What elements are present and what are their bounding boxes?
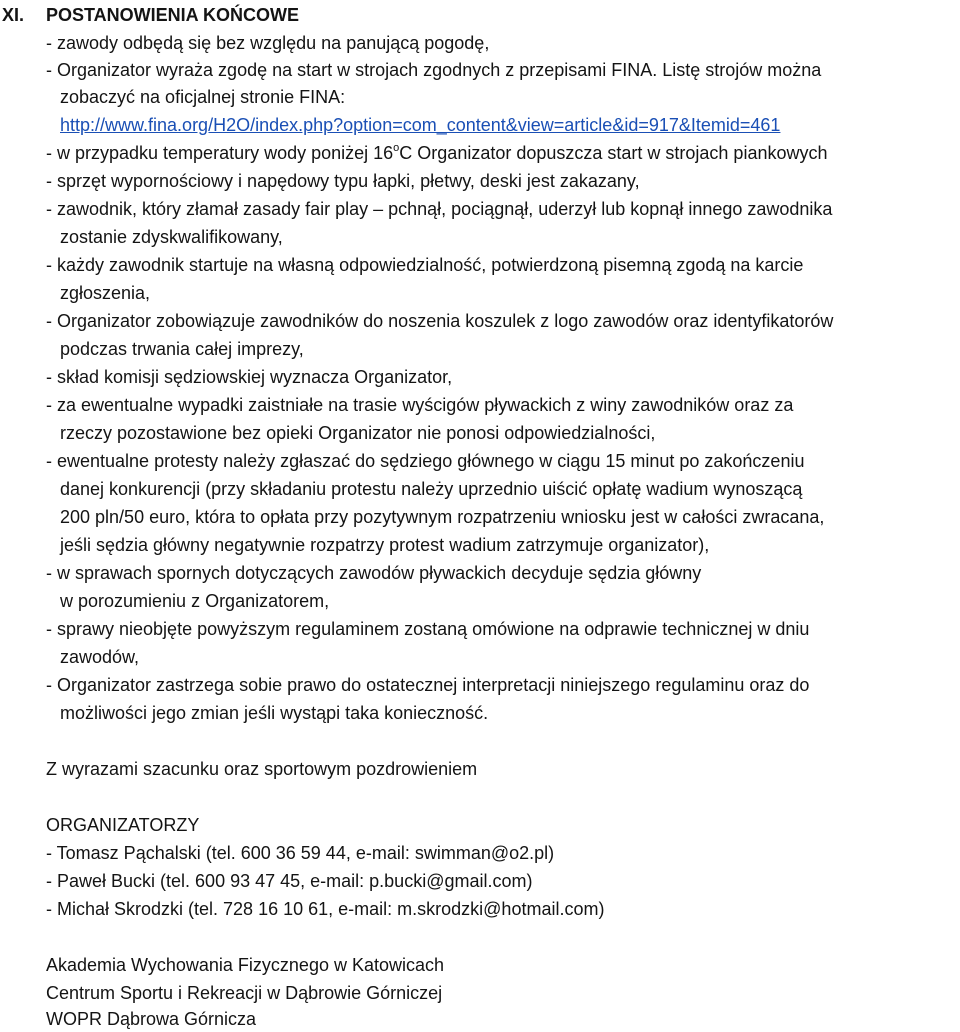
rule-swimsuits-cont: zobaczyć na oficjalnej stronie FINA: <box>60 87 346 107</box>
rule-protests: - ewentualne protesty należy zgłaszać do sędziego głównego w ciągu 15 minut po zakończeniu <box>46 451 805 471</box>
rule-other-matters: - sprawy nieobjęte powyższym regulaminem zostaną omówione na odprawie technicznej w dniu <box>46 619 810 639</box>
rule-fair-play-cont: zostanie zdyskwalifikowany, <box>60 227 283 247</box>
rule-swimsuits: - Organizator wyraża zgodę na start w strojach zgodnych z przepisami FINA. Listę strojów można <box>46 60 822 80</box>
rule-disputes-cont: w porozumieniu z Organizatorem, <box>60 591 330 611</box>
rule-fair-play: - zawodnik, który złamał zasady fair play – pchnął, pociągnął, uderzył lub kopnął innego zawodnika <box>46 199 833 219</box>
rule-responsibility-cont: zgłoszenia, <box>60 283 151 303</box>
section-title: POSTANOWIENIA KOŃCOWE <box>46 5 299 25</box>
degree-superscript: o <box>393 142 400 154</box>
rule-judges: - skład komisji sędziowskiej wyznacza Organizator, <box>46 367 453 387</box>
closing-greeting: Z wyrazami szacunku oraz sportowym pozdrowieniem <box>46 759 478 779</box>
rule-weather: - zawody odbędą się bez względu na panującą pogodę, <box>46 33 490 53</box>
rule-protests-cont-3: jeśli sędzia główny negatywnie rozpatrzy protest wadium zatrzymuje organizator), <box>60 535 710 555</box>
organizer-contact: - Paweł Bucki (tel. 600 93 47 45, e-mail: p.bucki@gmail.com) <box>46 871 533 891</box>
institution-name: WOPR Dąbrowa Górnicza <box>46 1009 257 1029</box>
rule-temperature <box>46 142 827 167</box>
rule-interpretation: - Organizator zastrzega sobie prawo do ostatecznej interpretacji niniejszego regulaminu oraz do <box>46 675 810 695</box>
rule-shirts: - Organizator zobowiązuje zawodników do noszenia koszulek z logo zawodów oraz identyfikatorów <box>46 311 834 331</box>
rule-accidents-cont: rzeczy pozostawione bez opieki Organizator nie ponosi odpowiedzialności, <box>60 423 656 443</box>
organizer-contact: - Tomasz Pąchalski (tel. 600 36 59 44, e-mail: swimman@o2.pl) <box>46 843 555 863</box>
rule-shirts-cont: podczas trwania całej imprezy, <box>60 339 304 359</box>
rule-equipment: - sprzęt wypornościowy i napędowy typu łapki, płetwy, deski jest zakazany, <box>46 171 640 191</box>
rule-protests-cont-1: danej konkurencji (przy składaniu protestu należy uprzednio uiścić opłatę wadium wynoszącą <box>60 479 803 499</box>
section-number: XI. <box>2 5 25 25</box>
rule-temperature-text-a: - w przypadku temperatury wody poniżej 16 <box>46 143 394 163</box>
rule-accidents: - za ewentualne wypadki zaistniałe na trasie wyścigów pływackich z winy zawodników oraz za <box>46 395 794 415</box>
rule-other-matters-cont: zawodów, <box>60 647 140 667</box>
organizers-heading: ORGANIZATORZY <box>46 815 200 835</box>
institution-name: Akademia Wychowania Fizycznego w Katowicach <box>46 955 445 975</box>
rule-responsibility: - każdy zawodnik startuje na własną odpowiedzialność, potwierdzoną pisemną zgodą na karcie <box>46 255 804 275</box>
rule-protests-cont-2: 200 pln/50 euro, która to opłata przy pozytywnym rozpatrzeniu wniosku jest w całości zwracana, <box>60 507 825 527</box>
institution-name: Centrum Sportu i Rekreacji w Dąbrowie Górniczej <box>46 983 443 1003</box>
organizer-contact: - Michał Skrodzki (tel. 728 16 10 61, e-mail: m.skrodzki@hotmail.com) <box>46 899 605 919</box>
rule-temperature-text-b: C Organizator dopuszcza start w strojach piankowych <box>399 143 828 163</box>
fina-link[interactable]: http://www.fina.org/H2O/index.php?option=com_content&view=article&id=917&Itemid=461 <box>60 115 781 135</box>
rule-interpretation-cont: możliwości jego zmian jeśli wystąpi taka konieczność. <box>60 703 489 723</box>
rule-disputes: - w sprawach spornych dotyczących zawodów pływackich decyduje sędzia główny <box>46 563 702 583</box>
